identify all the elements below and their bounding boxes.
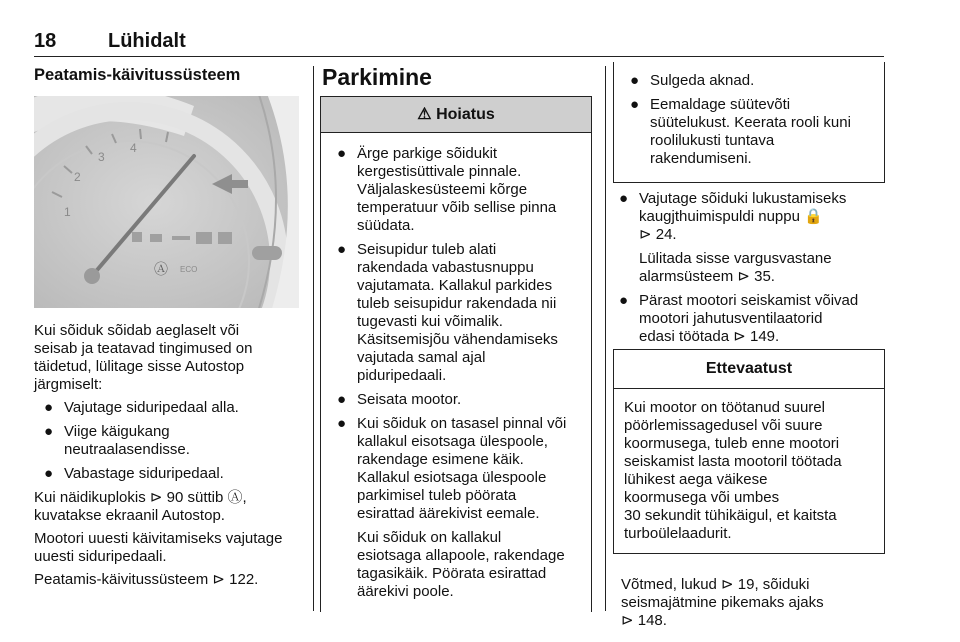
gauge-number-3: 3: [98, 150, 105, 164]
footer-reference: Võtmed, lukud ⊳ 19, sõiduki seismajätmine pikemaks ajaks ⊳ 148.: [621, 576, 824, 629]
caution-text: Kui mootor on töötanud suurel pöörlemissagedusel või suure koormusega, tuleb enne mootori seiskamist lasta mootoril töötada lühikest aega väikese koormusega või umbes 30 sekundit tühikäigul, et kaitsta turboülelaadurit.: [624, 399, 842, 542]
page-header-title: Lühidalt: [108, 30, 186, 52]
instrument-cluster-illustration: [34, 96, 299, 308]
warning-box-header: ⚠ Hoiatus: [321, 97, 591, 133]
column-divider-2: [605, 66, 606, 611]
warning-box: [320, 96, 592, 612]
gauge-number-2: 2: [74, 170, 81, 184]
left-column-text: [34, 322, 304, 594]
section-title-start-stop: Peatamis-käivitussüsteem: [34, 66, 241, 84]
warning-triangle-icon: ⚠: [417, 106, 432, 123]
list-item: ● Vajutage siduripedaal alla.: [44, 399, 239, 416]
list-item: ● Pärast mootori seiskamist võivad mootori jahutusventilaatorid edasi töötada ⊳ 149.: [619, 292, 859, 345]
list-item: ● Vabastage siduripedaal.: [44, 465, 224, 482]
right-column-list: [613, 190, 888, 352]
list-item: ● Kui sõiduk on tasasel pinnal või kallakul eisotsaga ülespoole, rakendage esimene käik. Kallakul esiotsaga ülespoole parkimisel tuleb pöörata esirattad äärekivist eemale.: [337, 415, 567, 522]
warning-extra-paragraph: Kui sõiduk on kallakul esiotsaga allapoole, rakendage tagasikäik. Pöörata esirattad äärekivi poole.: [357, 529, 565, 600]
list-item: ● Viige käigukang neutraalasendisse.: [44, 423, 190, 458]
caution-box: [613, 349, 885, 554]
paragraph-reference: Peatamis-käivitussüsteem ⊳ 122.: [34, 571, 259, 588]
section-title-parking: Parkimine: [322, 64, 432, 90]
eco-label: ECO: [180, 265, 198, 274]
autostop-symbol: Ⓐ: [154, 261, 168, 277]
warning-list-continued: [624, 72, 874, 168]
warning-box-continued: [613, 62, 885, 183]
gauge-number-1: 1: [64, 205, 71, 219]
start-stop-steps: [38, 399, 304, 483]
caution-box-header: Ettevaatust: [614, 350, 884, 389]
gauge-number-4: 4: [130, 141, 137, 155]
list-item: ● Eemaldage süütevõti süütelukust. Keerata rooli kuni roolilukusti tuntava rakendumiseni.: [630, 96, 851, 167]
column-divider-1: [313, 66, 314, 611]
list-item: ● Sulgeda aknad.: [630, 72, 755, 89]
list-item: ● Seisupidur tuleb alati rakendada vabastusnuppu vajutamata. Kallakul parkides tuleb seisupidur rakendada nii tugevasti kui võimalik. Käsitsemisjõu vähendamiseks vajutada samal ajal piduripedaali.: [337, 241, 558, 384]
list-item: ● Ärge parkige sõidukit kergestisüttivale pinnale. Väljalaskesüsteemi kõrge temperatuur võib sellise pinna süüdata.: [337, 145, 557, 234]
paragraph-restart: Mootori uuesti käivitamiseks vajutage uuesti siduripedaali.: [34, 530, 283, 565]
parking-steps: [613, 190, 888, 346]
list-item: ● Vajutage sõiduki lukustamiseks kaugjthuimispuldi nuppu 🔒 ⊳ 24. Lülitada sisse vargusvastane alarmsüsteem ⊳ 35.: [613, 190, 888, 286]
list-item: ● Seisata mootor.: [337, 391, 462, 408]
alarm-paragraph: Lülitada sisse vargusvastane alarmsüsteem ⊳ 35.: [639, 250, 832, 285]
paragraph-autostop-display: Kui näidikuplokis ⊳ 90 süttib Ⓐ, kuvatakse ekraanil Autostop.: [34, 489, 247, 524]
page-number: 18: [34, 30, 57, 52]
warning-list: [331, 145, 581, 523]
intro-paragraph: Kui sõiduk sõidab aeglaselt või seisab ja teatavad tingimused on täidetud, lülitage sisse Autostop järgmiselt:: [34, 322, 253, 393]
header-rule: [34, 56, 884, 57]
